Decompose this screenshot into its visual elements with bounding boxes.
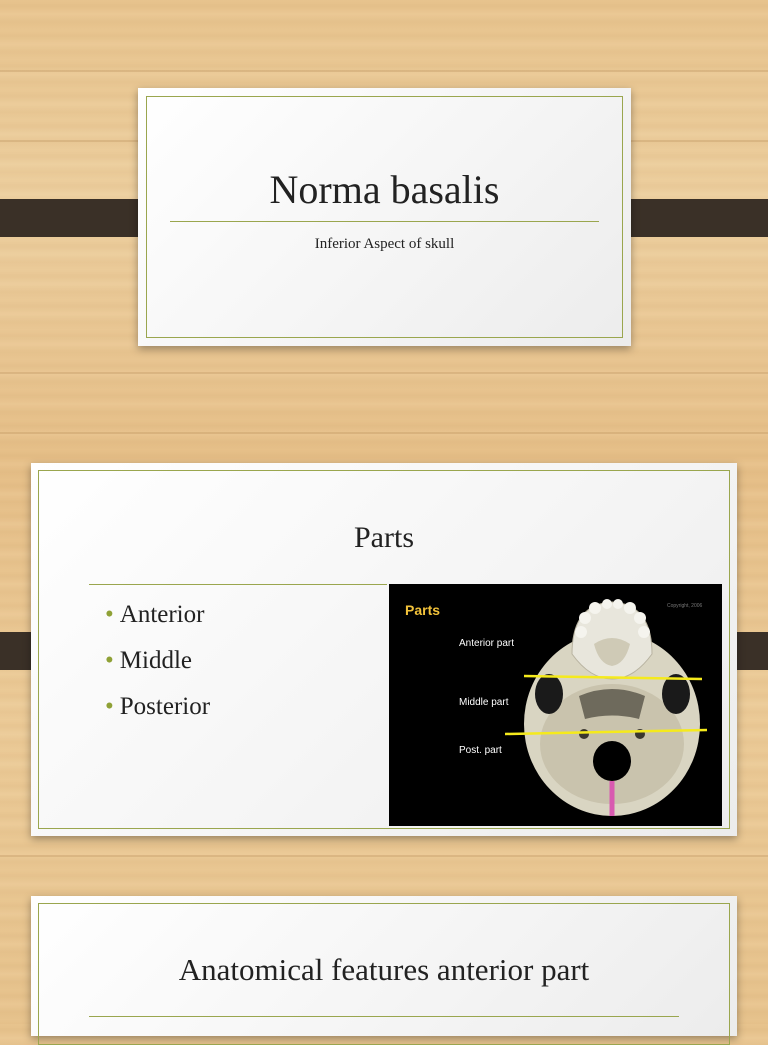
slide-1-title: Norma basalis <box>269 167 500 212</box>
image-title: Parts <box>405 602 441 618</box>
bullet-text: Anterior <box>119 601 205 628</box>
image-label-anterior: Anterior part <box>459 638 515 649</box>
skull-illustration <box>389 584 722 826</box>
slide-1-left-tab <box>0 199 156 237</box>
wood-seam <box>0 432 768 434</box>
wood-seam <box>0 855 768 857</box>
bullet-dot-icon: • <box>105 601 114 628</box>
slide-1-right-tab <box>612 199 768 237</box>
bullet-text: Posterior <box>119 693 211 720</box>
title-divider <box>89 584 387 585</box>
slide-3-title: Anatomical features anterior part <box>178 952 590 987</box>
list-item <box>105 692 210 738</box>
slide-3[interactable] <box>31 896 737 1036</box>
slide-2-title: Parts <box>354 521 414 554</box>
wood-seam <box>0 372 768 374</box>
bullet-text: Middle <box>119 647 192 674</box>
wood-seam <box>0 70 768 72</box>
skull-base-image[interactable] <box>389 584 722 826</box>
slide-1-subtitle: Inferior Aspect of skull <box>314 236 455 252</box>
title-divider <box>89 1016 679 1017</box>
bullet-dot-icon: • <box>105 647 114 674</box>
bullet-list <box>105 600 210 738</box>
slide-frame <box>146 96 623 338</box>
list-item <box>105 646 210 692</box>
image-label-middle: Middle part <box>459 697 509 708</box>
bullet-dot-icon: • <box>105 693 114 720</box>
list-item <box>105 600 210 646</box>
title-divider <box>170 221 599 222</box>
image-label-posterior: Post. part <box>459 745 502 756</box>
image-copyright: Copyright, 2006 <box>667 603 703 609</box>
slide-1[interactable] <box>138 88 631 346</box>
slide-2[interactable] <box>31 463 737 836</box>
